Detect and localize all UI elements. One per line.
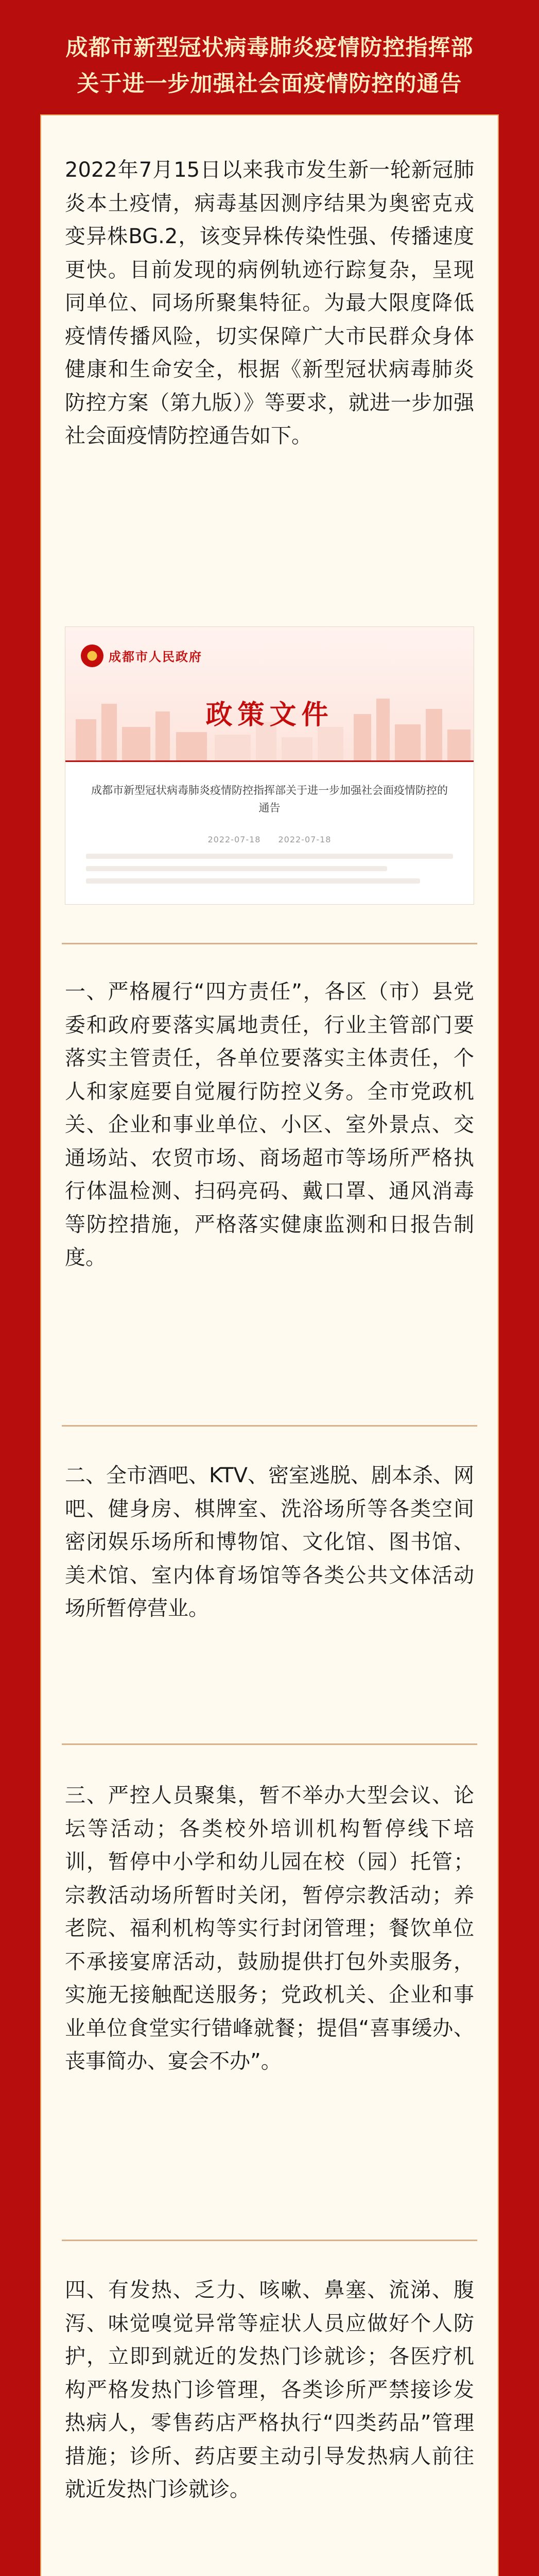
divider	[62, 943, 477, 944]
document-preview-meta: 2022-07-18 2022-07-18	[207, 835, 332, 844]
notice-panel	[40, 114, 499, 2576]
document-preview-title: 成都市新型冠状病毒肺炎疫情防控指挥部关于进一步加强社会面疫情防控的通告	[91, 784, 448, 814]
section-paragraph-1: 一、严格履行“四方责任”，各区（市）县党委和政府要落实属地责任，行业主管部门要落实主管责任，各单位要落实主体责任，个人和家庭要自觉履行防控义务。全市党政机关、企业和事业单位、小区、室外景点、交通场站、农贸市场、商场超市等场所严格执行体温检测、扫码亮码、戴口罩、通风消毒等防控措施，严格落实健康监测和日报告制度。	[65, 980, 474, 1269]
section-paragraph-3: 三、严控人员聚集，暂不举办大型会议、论坛等活动；各类校外培训机构暂停线下培训，暂停中小学和幼儿园在校（园）托管；宗教活动场所暂时关闭，暂停宗教活动；养老院、福利机构等实行封闭管理；餐饮单位不承接宴席活动，鼓励提供打包外卖服务，实施无接触配送服务；党政机关、企业和事业单位食堂实行错峰就餐；提倡“喜事缓办、丧事简办、宴会不办”。	[65, 1784, 474, 2073]
section-paragraph-4: 四、有发热、乏力、咳嗽、鼻塞、流涕、腹泻、味觉嗅觉异常等症状人员应做好个人防护，立即到就近的发热门诊就诊；各医疗机构严格发热门诊管理，各类诊所严禁接诊发热病人，零售药店严格执行“四类药品”管理措施；诊所、药店要主动引导发热病人前往就近发热门诊就诊。	[65, 2278, 474, 2501]
section-paragraph-2: 二、全市酒吧、KTV、密室逃脱、剧本杀、网吧、健身房、棋牌室、洗浴场所等各类空间密闭娱乐场所和博物馆、文化馆、图书馆、美术馆、室内体育场馆等各类公共文体活动场所暂停营业。	[65, 1464, 474, 1620]
divider	[62, 1425, 477, 1427]
divider	[62, 1743, 477, 1745]
banner-title: 政策文件	[205, 699, 334, 731]
notice-title	[0, 30, 539, 102]
document-preview-image	[65, 626, 474, 905]
notice-title-line-1: 成都市新型冠状病毒肺炎疫情防控指挥部	[65, 35, 474, 61]
government-name: 成都市人民政府	[109, 649, 202, 664]
government-emblem-icon	[81, 645, 103, 667]
notice-title-line-2: 关于进一步加强社会面疫情防控的通告	[77, 71, 462, 97]
document-banner	[65, 627, 474, 762]
document-preview-lines	[86, 854, 453, 891]
intro-paragraph: 2022年7月15日以来我市发生新一轮新冠肺炎本土疫情，病毒基因测序结果为奥密克戎变异株BG.2，该变异株传染性强、传播速度更快。目前发现的病例轨迹行踪复杂，呈现同单位、同场所聚集特征。为最大限度降低疫情传播风险，切实保障广大市民群众身体健康和生命安全，根据《新型冠状病毒肺炎防控方案（第九版）》等要求，就进一步加强社会面疫情防控通告如下。	[65, 158, 474, 448]
divider	[62, 2240, 477, 2241]
